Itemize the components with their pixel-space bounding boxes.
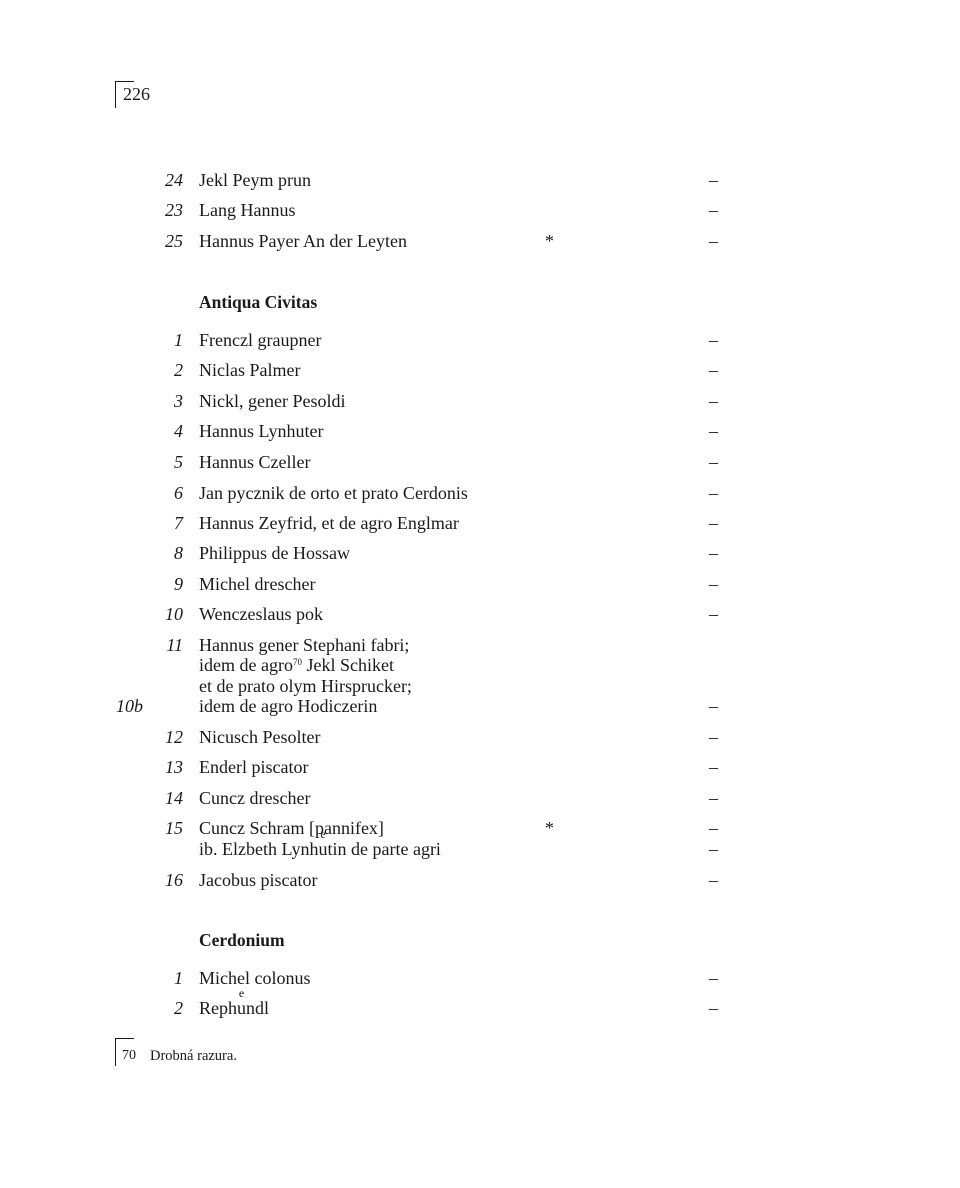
entry-dash: – [709, 870, 718, 890]
asterisk-mark: * [545, 231, 554, 251]
entry-number: 25 [165, 231, 183, 251]
entry-dash: – [709, 452, 718, 472]
entry-name-line [199, 839, 441, 860]
entry-dash: – [709, 543, 718, 563]
entry-dash: – [709, 757, 718, 777]
entry-number: 4 [174, 421, 183, 441]
entry-dash: – [709, 574, 718, 594]
entry-dash: – [709, 483, 718, 503]
entry-number: 5 [174, 452, 183, 472]
entry-name: Jan pycznik de orto et prato Cerdonis [199, 483, 468, 503]
footnote-reference[interactable]: 70 [292, 657, 302, 667]
entry-text: ib. Elzbeth Lynh [199, 839, 319, 859]
entry-dash: – [709, 696, 718, 716]
entry-number: 13 [165, 757, 183, 777]
entry-name: Hannus Payer An der Leyten [199, 231, 407, 251]
entry-number: 9 [174, 574, 183, 594]
entry-name: Jacobus piscator [199, 870, 318, 890]
entry-number: 15 [165, 818, 183, 838]
asterisk-mark: * [545, 818, 554, 838]
entry-number: 7 [174, 513, 183, 533]
entry-name-line [199, 655, 394, 676]
entry-dash: – [709, 513, 718, 533]
entry-name: Hannus gener Stephani fabri; [199, 635, 410, 655]
entry-number: 16 [165, 870, 183, 890]
entry-dash: – [709, 727, 718, 747]
entry-name: Hannus Zeyfrid, et de agro Englmar [199, 513, 459, 533]
footnote-text: Drobná razura. [150, 1048, 237, 1064]
section-heading: Antiqua Civitas [199, 292, 318, 312]
entry-name-line: idem de agro Hodiczerin [199, 696, 378, 716]
entry-name: Wenczeslaus pok [199, 604, 324, 624]
entry-name: Jekl Peym prun [199, 170, 311, 190]
entry-dash: – [709, 170, 718, 190]
folio-margin-note: 10b [116, 696, 143, 716]
entry-dash: – [709, 200, 718, 220]
superscript-e-letter: e u [237, 998, 246, 1018]
entry-name: Michel colonus [199, 968, 311, 988]
entry-name: Enderl piscator [199, 757, 309, 777]
entry-text: idem de agro [199, 655, 293, 675]
entry-number: 2 [174, 360, 183, 380]
entry-name: Cuncz Schram [pannifex] [199, 818, 384, 838]
entry-text: Reph [199, 998, 237, 1018]
entry-number: 1 [174, 968, 183, 988]
entry-dash: – [709, 604, 718, 624]
entry-number: 14 [165, 788, 183, 808]
superscript-e-letter: e u [318, 839, 327, 859]
entry-number: 23 [165, 200, 183, 220]
entry-text: tin de parte agri [327, 839, 441, 859]
entry-number: 11 [166, 635, 183, 655]
entry-dash: – [709, 231, 718, 251]
entry-dash: – [709, 330, 718, 350]
entry-name: Niclas Palmer [199, 360, 301, 380]
entry-name-line: et de prato olym Hirsprucker; [199, 676, 412, 696]
entry-number: 6 [174, 483, 183, 503]
entry-name: Nickl, gener Pesoldi [199, 391, 346, 411]
entry-number: 8 [174, 543, 183, 563]
entry-number: 1 [174, 330, 183, 350]
entry-name: Frenczl graupner [199, 330, 322, 350]
entry-dash: – [709, 391, 718, 411]
entry-name: Lang Hannus [199, 200, 296, 220]
entry-name [199, 998, 269, 1019]
entry-number: 2 [174, 998, 183, 1018]
entry-number: 3 [174, 391, 183, 411]
entry-number: 24 [165, 170, 183, 190]
entry-number: 10 [165, 604, 183, 624]
entry-number: 12 [165, 727, 183, 747]
section-heading: Cerdonium [199, 930, 285, 950]
entry-text: ndl [246, 998, 270, 1018]
entry-dash: – [709, 968, 718, 988]
entry-dash: – [709, 421, 718, 441]
page-number: 226 [123, 84, 150, 104]
entry-text: Jekl Schiket [301, 655, 394, 675]
entry-name: Philippus de Hossaw [199, 543, 351, 563]
entry-name: Nicusch Pesolter [199, 727, 321, 747]
entry-dash: – [709, 998, 718, 1018]
entry-dash: – [709, 839, 718, 859]
entry-dash: – [709, 818, 718, 838]
entry-name: Michel drescher [199, 574, 316, 594]
entry-dash: – [709, 360, 718, 380]
entry-name: Cuncz drescher [199, 788, 311, 808]
entry-name: Hannus Czeller [199, 452, 311, 472]
entry-name: Hannus Lynhuter [199, 421, 324, 441]
footnote-number: 70 [122, 1048, 136, 1063]
entry-dash: – [709, 788, 718, 808]
